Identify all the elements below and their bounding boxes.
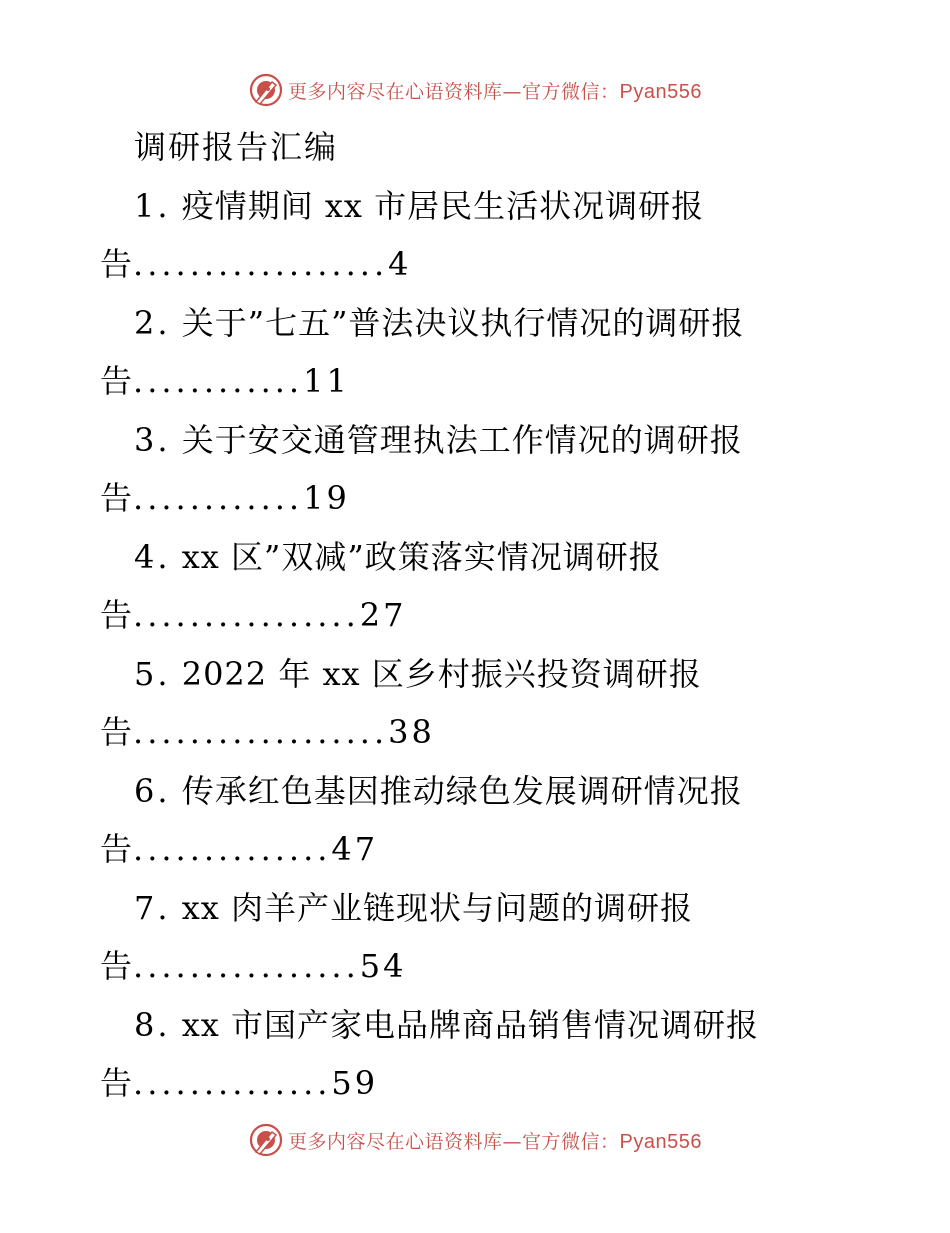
toc-title-tail: 告	[100, 713, 134, 751]
toc-number: 7.	[134, 889, 171, 927]
toc-number: 2.	[134, 304, 171, 342]
toc-title: xx 市国产家电品牌商品销售情况调研报	[181, 1006, 759, 1044]
toc-title-tail: 告	[100, 245, 134, 283]
toc-leader-dots: ................	[133, 947, 360, 985]
toc-leader-dots: ............	[133, 362, 304, 400]
toc-title-tail: 告	[100, 362, 134, 400]
toc-page-number: 59	[331, 1064, 379, 1102]
toc-number: 1.	[134, 187, 171, 225]
toc-leader-dots: ..................	[133, 713, 389, 751]
toc-title: 疫情期间 xx 市居民生活状况调研报	[181, 187, 705, 225]
toc-leader-dots: ............	[133, 479, 304, 517]
toc-title-tail: 告	[100, 947, 134, 985]
toc-page-number: 38	[388, 713, 435, 751]
document-title: 调研报告汇编	[134, 128, 339, 166]
header-watermark	[0, 70, 950, 110]
pen-nib-circle-icon	[248, 1122, 284, 1158]
toc-number: 5.	[134, 655, 171, 693]
toc-leader-dots: ..............	[133, 830, 332, 868]
watermark-text: 更多内容尽在心语资料库—官方微信：Pyan556	[288, 80, 702, 103]
toc-number: 4.	[134, 538, 171, 576]
toc-number: 6.	[134, 772, 171, 810]
toc-page-number: 11	[303, 362, 350, 400]
toc-page-number: 4	[388, 245, 412, 283]
toc-leader-dots: ................	[133, 596, 360, 634]
toc-title: xx 区”双减”政策落实情况调研报	[181, 538, 662, 576]
footer-watermark	[0, 1120, 950, 1160]
toc-title: 关于”七五”普法决议执行情况的调研报	[181, 304, 745, 342]
toc-number: 3.	[134, 421, 171, 459]
toc-page-number: 47	[331, 830, 379, 868]
toc-title-tail: 告	[100, 479, 134, 517]
toc-title-tail: 告	[100, 596, 134, 634]
toc-title: 传承红色基因推动绿色发展调研情况报	[181, 772, 743, 810]
toc-title-tail: 告	[100, 1064, 134, 1102]
toc-leader-dots: ..............	[133, 1064, 332, 1102]
toc-title: 2022 年 xx 区乡村振兴投资调研报	[181, 655, 702, 693]
watermark-text: 更多内容尽在心语资料库—官方微信：Pyan556	[288, 1130, 702, 1153]
toc-title: 关于安交通管理执法工作情况的调研报	[181, 421, 743, 459]
toc-leader-dots: ..................	[133, 245, 389, 283]
toc-title-tail: 告	[100, 830, 134, 868]
toc-page-number: 54	[359, 947, 407, 985]
toc-title: xx 肉羊产业链现状与问题的调研报	[181, 889, 693, 927]
toc-page-number: 19	[303, 479, 350, 517]
toc-number: 8.	[134, 1006, 171, 1044]
toc-page-number: 27	[359, 596, 407, 634]
pen-nib-circle-icon	[248, 72, 284, 108]
